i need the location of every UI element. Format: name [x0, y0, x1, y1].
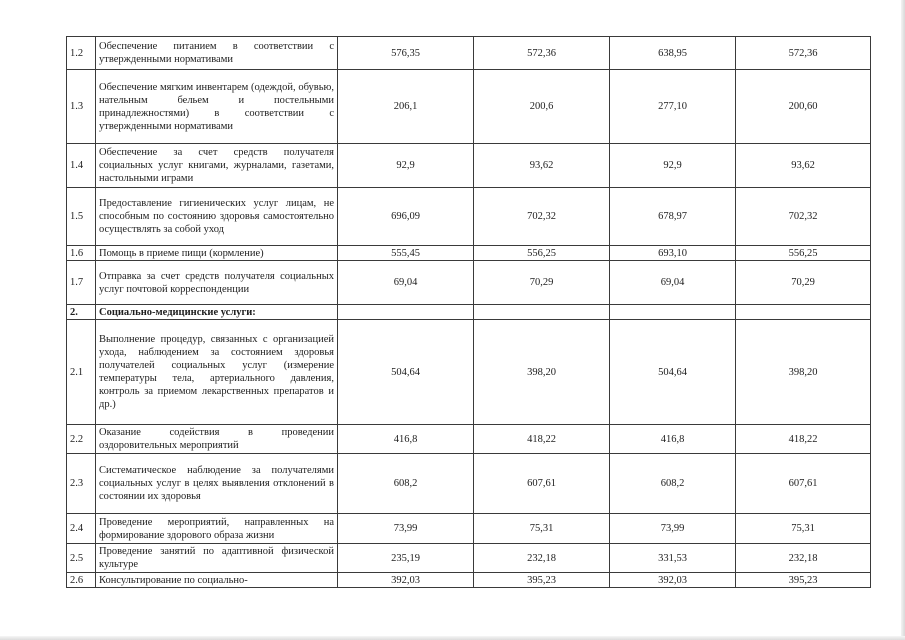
row-number: 2.6 [67, 573, 96, 588]
tariff-value-1: 696,09 [338, 188, 474, 246]
tariff-value-3: 331,53 [610, 544, 736, 573]
table-row [67, 261, 871, 305]
table-row [67, 544, 871, 573]
tariff-value-4 [736, 305, 871, 320]
table-row [67, 246, 871, 261]
service-name: Обеспечение за счет средств получателя социальных услуг книгами, журналами, газетами, настольными играми [96, 144, 338, 188]
tariff-value-1: 69,04 [338, 261, 474, 305]
tariff-value-2 [474, 305, 610, 320]
tariff-value-3: 678,97 [610, 188, 736, 246]
table-row [67, 188, 871, 246]
tariff-value-1: 206,1 [338, 70, 474, 144]
service-name: Помощь в приеме пищи (кормление) [96, 246, 338, 261]
service-name: Обеспечение питанием в соответствии с утвержденными нормативами [96, 37, 338, 70]
service-name: Проведение занятий по адаптивной физической культуре [96, 544, 338, 573]
service-name: Отправка за счет средств получателя социальных услуг почтовой корреспонденции [96, 261, 338, 305]
row-number: 2.1 [67, 320, 96, 425]
tariff-value-2: 398,20 [474, 320, 610, 425]
table-row [67, 144, 871, 188]
tariff-value-2: 572,36 [474, 37, 610, 70]
tariff-value-4: 556,25 [736, 246, 871, 261]
tariff-value-2: 418,22 [474, 425, 610, 454]
tariff-value-2: 70,29 [474, 261, 610, 305]
service-name: Обеспечение мягким инвентарем (одеждой, обувью, нательным бельем и постельными принадлежностями) в соответствии с утвержденными нормативами [96, 70, 338, 144]
tariff-value-1: 73,99 [338, 514, 474, 544]
tariff-value-2: 93,62 [474, 144, 610, 188]
tariff-value-1: 555,45 [338, 246, 474, 261]
tariff-value-3: 277,10 [610, 70, 736, 144]
tariff-value-4: 395,23 [736, 573, 871, 588]
service-name: Оказание содействия в проведении оздоровительных мероприятий [96, 425, 338, 454]
service-name: Систематическое наблюдение за получателями социальных услуг в целях выявления отклонений в состоянии их здоровья [96, 454, 338, 514]
table-row [67, 454, 871, 514]
tariff-value-1: 235,19 [338, 544, 474, 573]
tariff-value-4: 70,29 [736, 261, 871, 305]
tariff-value-4: 398,20 [736, 320, 871, 425]
section-title: Социально-медицинские услуги: [96, 305, 338, 320]
tariff-value-3: 392,03 [610, 573, 736, 588]
tariff-value-2: 702,32 [474, 188, 610, 246]
tariff-value-4: 607,61 [736, 454, 871, 514]
table-row [67, 37, 871, 70]
tariff-value-3: 504,64 [610, 320, 736, 425]
tariff-value-3: 638,95 [610, 37, 736, 70]
tariff-value-4: 418,22 [736, 425, 871, 454]
table-row [67, 320, 871, 425]
table-row [67, 70, 871, 144]
tariff-value-1: 576,35 [338, 37, 474, 70]
row-number: 2.4 [67, 514, 96, 544]
table-row [67, 425, 871, 454]
tariff-value-1: 504,64 [338, 320, 474, 425]
tariff-value-4: 93,62 [736, 144, 871, 188]
tariff-value-3 [610, 305, 736, 320]
table-row [67, 573, 871, 588]
row-number: 1.5 [67, 188, 96, 246]
tariff-value-3: 608,2 [610, 454, 736, 514]
tariff-value-4: 572,36 [736, 37, 871, 70]
tariff-value-2: 556,25 [474, 246, 610, 261]
service-name: Консультирование по социально- [96, 573, 338, 588]
tariff-value-4: 702,32 [736, 188, 871, 246]
service-name: Проведение мероприятий, направленных на формирование здорового образа жизни [96, 514, 338, 544]
tariff-value-1: 608,2 [338, 454, 474, 514]
section-number: 2. [67, 305, 96, 320]
tariff-value-2: 607,61 [474, 454, 610, 514]
row-number: 1.3 [67, 70, 96, 144]
services-tariff-table [66, 36, 871, 588]
scan-edge-bottom [0, 636, 905, 640]
tariff-value-1: 416,8 [338, 425, 474, 454]
tariff-value-3: 416,8 [610, 425, 736, 454]
table-row [67, 514, 871, 544]
tariff-value-3: 92,9 [610, 144, 736, 188]
tariff-value-3: 69,04 [610, 261, 736, 305]
tariff-value-1: 392,03 [338, 573, 474, 588]
tariff-value-4: 200,60 [736, 70, 871, 144]
service-name: Предоставление гигиенических услуг лицам, не способным по состоянию здоровья самостоятельно осуществлять за собой уход [96, 188, 338, 246]
section-header-row [67, 305, 871, 320]
tariff-value-3: 693,10 [610, 246, 736, 261]
tariff-value-3: 73,99 [610, 514, 736, 544]
tariff-value-2: 200,6 [474, 70, 610, 144]
row-number: 2.2 [67, 425, 96, 454]
tariff-value-2: 395,23 [474, 573, 610, 588]
tariff-value-4: 232,18 [736, 544, 871, 573]
tariff-value-2: 75,31 [474, 514, 610, 544]
service-name: Выполнение процедур, связанных с организацией ухода, наблюдением за состоянием здоровья получателей социальных услуг (измерение температуры тела, артериального давления, контроль за приемом лекарственных препаратов и др.) [96, 320, 338, 425]
scan-edge-right [901, 0, 905, 640]
row-number: 1.4 [67, 144, 96, 188]
row-number: 1.7 [67, 261, 96, 305]
tariff-value-1 [338, 305, 474, 320]
tariff-value-4: 75,31 [736, 514, 871, 544]
row-number: 1.2 [67, 37, 96, 70]
row-number: 2.5 [67, 544, 96, 573]
tariff-value-1: 92,9 [338, 144, 474, 188]
row-number: 1.6 [67, 246, 96, 261]
row-number: 2.3 [67, 454, 96, 514]
tariff-value-2: 232,18 [474, 544, 610, 573]
